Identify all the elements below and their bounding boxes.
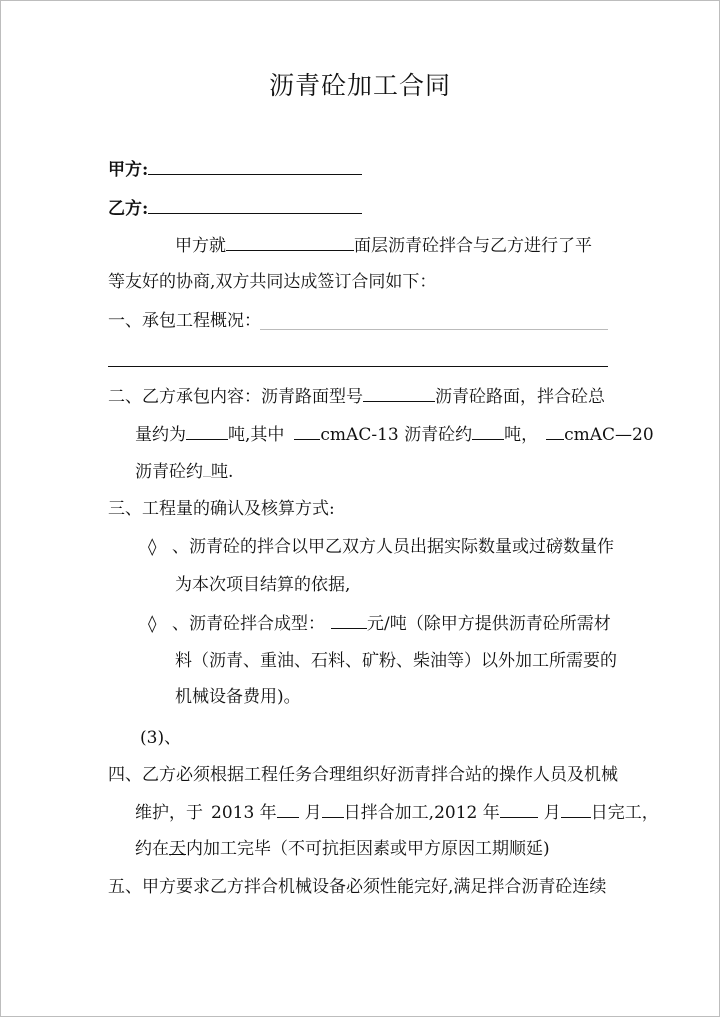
bullet-1-line-2: 为本次项目结算的依据, — [175, 575, 351, 595]
section-2-line-2 — [135, 423, 654, 446]
party-a-row — [108, 158, 362, 181]
s4-start-text: 日拌合加工,2012 年 — [343, 803, 500, 823]
s2-total-label: 量约为 — [135, 425, 186, 445]
s2-period: . — [228, 462, 234, 482]
s4-end-text: 日完工， — [590, 803, 659, 823]
intro-prefix: 甲方就 — [175, 236, 226, 256]
bullet-1-line-1 — [148, 536, 614, 558]
section-4-line-3 — [135, 838, 550, 860]
bullet-2-line-2: 料（沥青、重油、石料、矿粉、柴油等）以外加工所需要的 — [175, 651, 617, 671]
s4-about: 约在 — [135, 839, 169, 859]
section-1-blank-2[interactable] — [108, 366, 608, 367]
bullet-1-text: 、沥青砼的拌合以甲乙双方人员出据实际数量或过磅数量作 — [172, 537, 614, 557]
intro-line-1 — [175, 234, 592, 257]
s4-text-a: 维护，于 — [135, 803, 203, 823]
end-day-blank[interactable] — [561, 801, 591, 818]
section-1-blank[interactable] — [260, 329, 608, 330]
section-4-line-2 — [135, 801, 659, 824]
party-a-label: 甲方: — [108, 160, 149, 180]
bullet-2-text-a: 、沥青砼拌合成型： — [172, 614, 325, 634]
party-b-blank[interactable] — [148, 197, 362, 214]
bullet-2-marker: ◊ — [148, 614, 157, 634]
ac13-thickness-blank[interactable] — [294, 423, 320, 440]
bullet-2-line-1 — [148, 612, 611, 635]
intro-suffix: 面层沥青砼拌合与乙方进行了平 — [354, 236, 592, 256]
bullet-2-line-3: 机械设备费用)。 — [175, 687, 301, 707]
end-month-blank[interactable] — [500, 801, 538, 818]
party-b-label: 乙方: — [108, 199, 149, 219]
start-day-blank[interactable] — [322, 801, 344, 818]
section-4-line-1: 四、乙方必须根据工程任务合理组织好沥青拌合站的操作人员及机械 — [108, 765, 618, 785]
s4-year-start: 2013 年 — [211, 803, 277, 823]
total-tons-blank[interactable] — [186, 423, 228, 440]
item-3: (3)、 — [140, 728, 182, 748]
section-2-line-3 — [135, 460, 233, 483]
s4-month-label-2: 月 — [543, 803, 561, 823]
party-a-blank[interactable] — [148, 158, 362, 175]
ac20-tons-blank[interactable] — [203, 460, 211, 477]
ac20-thickness-blank[interactable] — [546, 423, 564, 440]
s2-tons-3: 吨 — [211, 462, 228, 482]
s4-month-label: 月 — [304, 803, 322, 823]
s4-days[interactable]: 天 — [169, 839, 186, 859]
section-1-label: 一、承包工程概况： — [108, 311, 261, 331]
s2-ac20-label: cmAC—20 — [564, 425, 654, 445]
document-title: 沥青砼加工合同 — [268, 71, 451, 100]
section-3-label: 三、工程量的确认及核算方式: — [108, 499, 335, 519]
s2-text-b: 沥青砼路面，拌合砼总 — [435, 387, 605, 407]
section-2-line-1 — [108, 385, 605, 408]
intro-project-blank[interactable] — [226, 234, 354, 251]
intro-line-2: 等友好的协商,双方共同达成签订合同如下： — [108, 272, 437, 292]
ac13-tons-blank[interactable] — [472, 423, 504, 440]
s2-text-a: 二、乙方承包内容：沥青路面型号 — [108, 387, 363, 407]
s4-finish-text: 内加工完毕（不可抗拒因素或甲方原因工期顺延) — [186, 839, 550, 859]
s2-tons-2: 吨， — [504, 425, 539, 445]
bullet-1-marker: ◊ — [148, 537, 157, 557]
s2-ac20-about: 沥青砼约 — [135, 462, 203, 482]
bullet-2-text-b: 元/吨（除甲方提供沥青砼所需材 — [367, 614, 611, 634]
section-5-line-1: 五、甲方要求乙方拌合机械设备必须性能完好,满足拌合沥青砼连续 — [108, 877, 607, 897]
start-month-blank[interactable] — [277, 801, 299, 818]
road-type-blank[interactable] — [363, 385, 435, 402]
party-b-row — [108, 197, 362, 220]
s2-ac13-label: cmAC-13 沥青砼约 — [320, 425, 473, 445]
price-per-ton-blank[interactable] — [331, 612, 367, 629]
s2-tons-among: 吨,其中 — [228, 425, 285, 445]
